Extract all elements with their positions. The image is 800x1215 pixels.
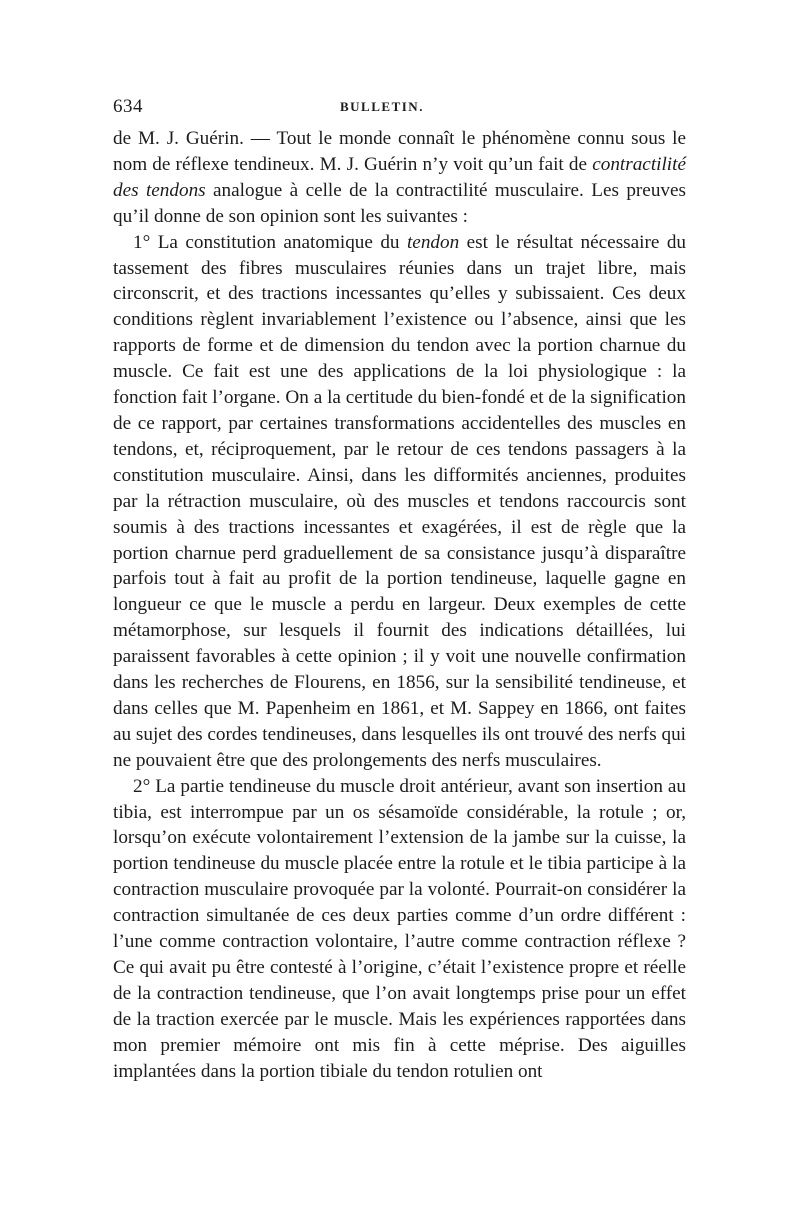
paragraph-point-1: [113, 230, 686, 774]
book-page: [113, 96, 686, 1085]
text-run: 1° La constitution anatomique du: [133, 231, 407, 253]
text-run: de M. J. Guérin. — Tout le monde connaît le phénomène connu sous le nom de réflexe tendineux. M. J. Guérin n’y voit qu’un fait de: [113, 128, 686, 175]
text-run: 2° La partie tendineuse du muscle droit antérieur, avant son insertion au tibia, est interrompue par un os sésamoïde considérable, la rotule ; or, lorsqu’on exécute volontairement l’extension de la jambe sur la cuisse, la portion tendineuse du muscle placée entre la rotule et le tibia participe à la contraction musculaire provoquée par la volonté. Pourrait-on considérer la contraction simultanée de ces deux parties comme d’un ordre différent : l’une comme contraction volontaire, l’autre comme contraction réflexe ? Ce qui avait pu être contesté à l’origine, c’était l’existence propre et réelle de la contraction tendineuse, que l’on avait longtemps prise pour un effet de la traction exercée par le muscle. Mais les expériences rapportées dans mon premier mémoire ont mis fin à cette méprise. Des aiguilles implantées dans la portion tibiale du tendon rotulien ont: [113, 775, 686, 1082]
running-header: [113, 96, 686, 126]
text-run: est le résultat nécessaire du tassement des fibres musculaires réunies dans un trajet libre, mais circonscrit, et des tractions incessantes qu’elles y subissaient. Ces deux conditions règlent invariablement l’existence ou l’absence, ainsi que les rapports de forme et de dimension du tendon avec la portion charnue du muscle. Ce fait est une des applications de la loi physiologique : la fonction fait l’organe. On a la certitude du bien-fondé et de la signification de ce rapport, par certaines transformations accidentelles des muscles en tendons, et, réciproquement, par le retour de ces tendons passagers à la constitution musculaire. Ainsi, dans les difformités anciennes, produites par la rétraction musculaire, où des muscles et tendons raccourcis sont soumis à des tractions incessantes et exagérées, il est de règle que la portion charnue perd graduellement de sa consistance jusqu’à disparaître parfois tout à fait au profit de la portion tendineuse, laquelle gagne en longueur ce que le muscle a perdu en largeur. Deux exemples de cette métamorphose, sur lesquels il fournit des indications détaillées, lui paraissent favorables à cette opinion ; il y voit une nouvelle confirmation dans les recherches de Flourens, en 1856, sur la sensibilité tendineuse, et dans celles que M. Papenheim en 1861, et M. Sappey en 1866, ont faites au sujet des cordes tendineuses, dans lesquelles ils ont trouvé des nerfs qui ne pouvaient être que des prolongements des nerfs musculaires.: [113, 231, 687, 771]
body-text: [113, 126, 686, 1085]
running-title: BULLETIN.: [340, 99, 424, 114]
italic-term: tendon: [406, 231, 460, 253]
paragraph-point-2: [113, 774, 686, 1085]
text-run: analogue à celle de la contractilité musculaire. Les preuves qu’il donne de son opinion sont les suivantes :: [113, 179, 686, 227]
page-number: 634: [113, 96, 143, 117]
paragraph-intro: [113, 126, 686, 230]
italic-term: contractilité des tendons: [113, 153, 686, 201]
